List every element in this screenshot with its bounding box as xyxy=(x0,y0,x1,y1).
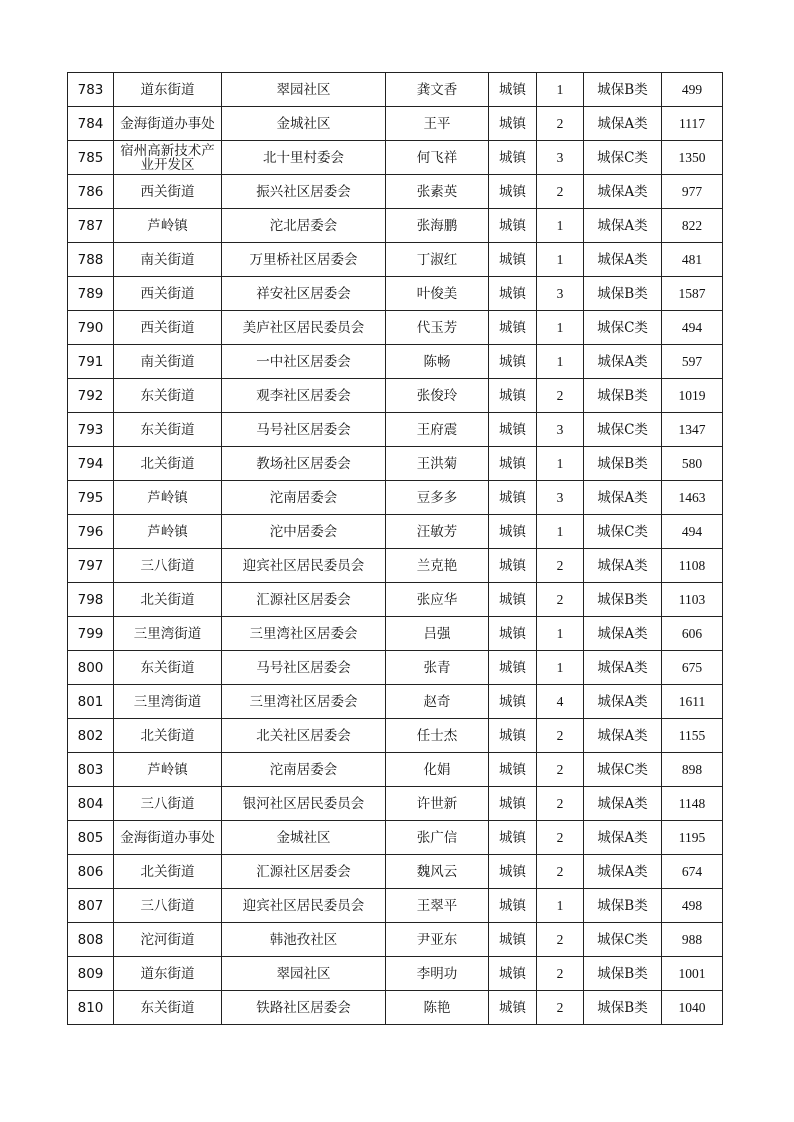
amount-cell: 606 xyxy=(662,617,723,651)
amount-cell: 1148 xyxy=(662,787,723,821)
street-cell xyxy=(114,481,222,515)
amount-cell: 580 xyxy=(662,447,723,481)
person-name-cell: 张素英 xyxy=(386,175,489,209)
table-body xyxy=(68,73,723,1025)
row-number: 796 xyxy=(68,515,114,549)
person-name-cell: 丁淑红 xyxy=(386,243,489,277)
amount-cell: 481 xyxy=(662,243,723,277)
person-name-cell: 何飞祥 xyxy=(386,141,489,175)
household-count-cell: 2 xyxy=(537,991,584,1025)
table-row xyxy=(68,243,723,277)
community-cell: 北十里村委会 xyxy=(222,141,386,175)
street-text: 西关街道 xyxy=(140,319,195,336)
category-cell: 城保A类 xyxy=(584,481,662,515)
amount-cell: 1019 xyxy=(662,379,723,413)
person-name-cell: 化娟 xyxy=(386,753,489,787)
street-cell xyxy=(114,311,222,345)
street-cell xyxy=(114,515,222,549)
household-count-cell: 2 xyxy=(537,957,584,991)
household-count-cell: 1 xyxy=(537,345,584,379)
street-cell xyxy=(114,209,222,243)
category-cell: 城保B类 xyxy=(584,73,662,107)
community-cell: 沱北居委会 xyxy=(222,209,386,243)
community-cell: 振兴社区居委会 xyxy=(222,175,386,209)
street-text: 芦岭镇 xyxy=(147,217,188,234)
person-name-cell: 张青 xyxy=(386,651,489,685)
table-row xyxy=(68,447,723,481)
street-cell xyxy=(114,243,222,277)
household-count-cell: 3 xyxy=(537,413,584,447)
street-cell xyxy=(114,753,222,787)
street-cell xyxy=(114,413,222,447)
community-cell: 汇源社区居委会 xyxy=(222,855,386,889)
amount-cell: 977 xyxy=(662,175,723,209)
row-number: 795 xyxy=(68,481,114,515)
category-cell: 城保A类 xyxy=(584,787,662,821)
person-name-cell: 吕强 xyxy=(386,617,489,651)
street-cell xyxy=(114,73,222,107)
row-number: 793 xyxy=(68,413,114,447)
person-name-cell: 王府震 xyxy=(386,413,489,447)
community-cell: 翠园社区 xyxy=(222,957,386,991)
street-text: 金海街道办事处 xyxy=(120,829,215,846)
table-row xyxy=(68,923,723,957)
amount-cell: 675 xyxy=(662,651,723,685)
household-count-cell: 1 xyxy=(537,617,584,651)
amount-cell: 822 xyxy=(662,209,723,243)
household-count-cell: 2 xyxy=(537,719,584,753)
street-text: 宿州高新技术产业开发区 xyxy=(120,142,215,173)
community-cell: 翠园社区 xyxy=(222,73,386,107)
row-number: 805 xyxy=(68,821,114,855)
amount-cell: 494 xyxy=(662,311,723,345)
person-name-cell: 兰克艳 xyxy=(386,549,489,583)
community-cell: 沱中居委会 xyxy=(222,515,386,549)
area-type-cell: 城镇 xyxy=(489,753,537,787)
row-number: 789 xyxy=(68,277,114,311)
household-count-cell: 2 xyxy=(537,923,584,957)
person-name-cell: 张海鹏 xyxy=(386,209,489,243)
street-cell xyxy=(114,787,222,821)
category-cell: 城保A类 xyxy=(584,855,662,889)
household-count-cell: 1 xyxy=(537,73,584,107)
table-row xyxy=(68,481,723,515)
area-type-cell: 城镇 xyxy=(489,889,537,923)
area-type-cell: 城镇 xyxy=(489,311,537,345)
street-cell xyxy=(114,447,222,481)
street-text: 北关街道 xyxy=(140,727,195,744)
amount-cell: 1155 xyxy=(662,719,723,753)
street-text: 东关街道 xyxy=(140,421,195,438)
street-text: 三里湾街道 xyxy=(133,693,202,710)
amount-cell: 499 xyxy=(662,73,723,107)
person-name-cell: 赵奇 xyxy=(386,685,489,719)
amount-cell: 494 xyxy=(662,515,723,549)
community-cell: 北关社区居委会 xyxy=(222,719,386,753)
street-cell xyxy=(114,175,222,209)
row-number: 791 xyxy=(68,345,114,379)
row-number: 808 xyxy=(68,923,114,957)
person-name-cell: 豆多多 xyxy=(386,481,489,515)
category-cell: 城保B类 xyxy=(584,889,662,923)
category-cell: 城保C类 xyxy=(584,311,662,345)
person-name-cell: 王翠平 xyxy=(386,889,489,923)
amount-cell: 1347 xyxy=(662,413,723,447)
household-count-cell: 1 xyxy=(537,447,584,481)
row-number: 786 xyxy=(68,175,114,209)
category-cell: 城保C类 xyxy=(584,413,662,447)
community-cell: 万里桥社区居委会 xyxy=(222,243,386,277)
category-cell: 城保A类 xyxy=(584,617,662,651)
household-count-cell: 2 xyxy=(537,175,584,209)
amount-cell: 674 xyxy=(662,855,723,889)
category-cell: 城保B类 xyxy=(584,277,662,311)
category-cell: 城保A类 xyxy=(584,175,662,209)
row-number: 807 xyxy=(68,889,114,923)
area-type-cell: 城镇 xyxy=(489,685,537,719)
table-row xyxy=(68,583,723,617)
category-cell: 城保A类 xyxy=(584,243,662,277)
community-cell: 金城社区 xyxy=(222,107,386,141)
street-cell xyxy=(114,889,222,923)
area-type-cell: 城镇 xyxy=(489,277,537,311)
area-type-cell: 城镇 xyxy=(489,413,537,447)
table-row xyxy=(68,209,723,243)
person-name-cell: 代玉芳 xyxy=(386,311,489,345)
street-cell xyxy=(114,923,222,957)
community-cell: 马号社区居委会 xyxy=(222,413,386,447)
area-type-cell: 城镇 xyxy=(489,583,537,617)
amount-cell: 898 xyxy=(662,753,723,787)
category-cell: 城保C类 xyxy=(584,753,662,787)
area-type-cell: 城镇 xyxy=(489,447,537,481)
street-text: 东关街道 xyxy=(140,387,195,404)
community-cell: 银河社区居民委员会 xyxy=(222,787,386,821)
area-type-cell: 城镇 xyxy=(489,141,537,175)
community-cell: 马号社区居委会 xyxy=(222,651,386,685)
category-cell: 城保A类 xyxy=(584,209,662,243)
street-text: 三八街道 xyxy=(140,795,195,812)
category-cell: 城保A类 xyxy=(584,685,662,719)
area-type-cell: 城镇 xyxy=(489,549,537,583)
street-cell xyxy=(114,719,222,753)
street-text: 西关街道 xyxy=(140,183,195,200)
area-type-cell: 城镇 xyxy=(489,243,537,277)
row-number: 803 xyxy=(68,753,114,787)
person-name-cell: 魏风云 xyxy=(386,855,489,889)
community-cell: 三里湾社区居委会 xyxy=(222,617,386,651)
table-row xyxy=(68,753,723,787)
amount-cell: 1463 xyxy=(662,481,723,515)
person-name-cell: 张广信 xyxy=(386,821,489,855)
area-type-cell: 城镇 xyxy=(489,719,537,753)
area-type-cell: 城镇 xyxy=(489,617,537,651)
street-cell xyxy=(114,991,222,1025)
category-cell: 城保A类 xyxy=(584,549,662,583)
household-count-cell: 2 xyxy=(537,855,584,889)
community-cell: 观李社区居委会 xyxy=(222,379,386,413)
amount-cell: 1001 xyxy=(662,957,723,991)
street-text: 金海街道办事处 xyxy=(120,115,215,132)
category-cell: 城保A类 xyxy=(584,821,662,855)
area-type-cell: 城镇 xyxy=(489,923,537,957)
row-number: 809 xyxy=(68,957,114,991)
household-count-cell: 2 xyxy=(537,107,584,141)
table-row xyxy=(68,855,723,889)
category-cell: 城保B类 xyxy=(584,379,662,413)
street-cell xyxy=(114,107,222,141)
household-count-cell: 2 xyxy=(537,583,584,617)
household-count-cell: 1 xyxy=(537,889,584,923)
table-row xyxy=(68,651,723,685)
row-number: 801 xyxy=(68,685,114,719)
table-row xyxy=(68,277,723,311)
row-number: 800 xyxy=(68,651,114,685)
household-count-cell: 1 xyxy=(537,209,584,243)
table-row xyxy=(68,311,723,345)
category-cell: 城保A类 xyxy=(584,107,662,141)
street-text: 道东街道 xyxy=(140,81,195,98)
person-name-cell: 汪敏芳 xyxy=(386,515,489,549)
row-number: 784 xyxy=(68,107,114,141)
amount-cell: 1040 xyxy=(662,991,723,1025)
household-count-cell: 2 xyxy=(537,549,584,583)
row-number: 787 xyxy=(68,209,114,243)
street-cell xyxy=(114,617,222,651)
area-type-cell: 城镇 xyxy=(489,107,537,141)
street-text: 芦岭镇 xyxy=(147,761,188,778)
community-cell: 迎宾社区居民委员会 xyxy=(222,889,386,923)
row-number: 802 xyxy=(68,719,114,753)
category-cell: 城保C类 xyxy=(584,515,662,549)
amount-cell: 498 xyxy=(662,889,723,923)
row-number: 806 xyxy=(68,855,114,889)
street-cell xyxy=(114,141,222,175)
person-name-cell: 陈艳 xyxy=(386,991,489,1025)
street-text: 北关街道 xyxy=(140,591,195,608)
category-cell: 城保B类 xyxy=(584,447,662,481)
street-text: 芦岭镇 xyxy=(147,523,188,540)
amount-cell: 1350 xyxy=(662,141,723,175)
community-cell: 韩池孜社区 xyxy=(222,923,386,957)
community-cell: 汇源社区居委会 xyxy=(222,583,386,617)
street-cell xyxy=(114,345,222,379)
row-number: 794 xyxy=(68,447,114,481)
row-number: 785 xyxy=(68,141,114,175)
amount-cell: 1587 xyxy=(662,277,723,311)
table-row xyxy=(68,515,723,549)
area-type-cell: 城镇 xyxy=(489,175,537,209)
household-count-cell: 2 xyxy=(537,821,584,855)
table-row xyxy=(68,957,723,991)
household-count-cell: 2 xyxy=(537,753,584,787)
household-count-cell: 1 xyxy=(537,243,584,277)
row-number: 810 xyxy=(68,991,114,1025)
street-text: 东关街道 xyxy=(140,999,195,1016)
table-row xyxy=(68,413,723,447)
table-row xyxy=(68,889,723,923)
table-row xyxy=(68,73,723,107)
street-cell xyxy=(114,957,222,991)
household-count-cell: 1 xyxy=(537,515,584,549)
person-name-cell: 陈畅 xyxy=(386,345,489,379)
street-cell xyxy=(114,379,222,413)
table-row xyxy=(68,617,723,651)
household-count-cell: 1 xyxy=(537,311,584,345)
row-number: 804 xyxy=(68,787,114,821)
community-cell: 祥安社区居委会 xyxy=(222,277,386,311)
street-text: 三八街道 xyxy=(140,557,195,574)
community-cell: 美庐社区居民委员会 xyxy=(222,311,386,345)
street-cell xyxy=(114,821,222,855)
table-row xyxy=(68,685,723,719)
area-type-cell: 城镇 xyxy=(489,209,537,243)
row-number: 783 xyxy=(68,73,114,107)
street-text: 西关街道 xyxy=(140,285,195,302)
street-text: 南关街道 xyxy=(140,353,195,370)
household-count-cell: 2 xyxy=(537,379,584,413)
area-type-cell: 城镇 xyxy=(489,73,537,107)
area-type-cell: 城镇 xyxy=(489,855,537,889)
category-cell: 城保B类 xyxy=(584,991,662,1025)
area-type-cell: 城镇 xyxy=(489,651,537,685)
street-cell xyxy=(114,549,222,583)
person-name-cell: 张俊玲 xyxy=(386,379,489,413)
street-text: 沱河街道 xyxy=(140,931,195,948)
table-row xyxy=(68,107,723,141)
table-row xyxy=(68,175,723,209)
amount-cell: 988 xyxy=(662,923,723,957)
category-cell: 城保A类 xyxy=(584,719,662,753)
area-type-cell: 城镇 xyxy=(489,515,537,549)
table-row xyxy=(68,379,723,413)
area-type-cell: 城镇 xyxy=(489,991,537,1025)
community-cell: 教场社区居委会 xyxy=(222,447,386,481)
person-name-cell: 王洪菊 xyxy=(386,447,489,481)
category-cell: 城保B类 xyxy=(584,583,662,617)
table-row xyxy=(68,141,723,175)
street-cell xyxy=(114,855,222,889)
person-name-cell: 龚文香 xyxy=(386,73,489,107)
category-cell: 城保B类 xyxy=(584,957,662,991)
household-count-cell: 4 xyxy=(537,685,584,719)
table-row xyxy=(68,787,723,821)
street-text: 道东街道 xyxy=(140,965,195,982)
community-cell: 三里湾社区居委会 xyxy=(222,685,386,719)
street-text: 北关街道 xyxy=(140,455,195,472)
category-cell: 城保C类 xyxy=(584,923,662,957)
community-cell: 沱南居委会 xyxy=(222,481,386,515)
person-name-cell: 任士杰 xyxy=(386,719,489,753)
row-number: 790 xyxy=(68,311,114,345)
area-type-cell: 城镇 xyxy=(489,787,537,821)
amount-cell: 1117 xyxy=(662,107,723,141)
household-count-cell: 3 xyxy=(537,141,584,175)
household-count-cell: 2 xyxy=(537,787,584,821)
category-cell: 城保C类 xyxy=(584,141,662,175)
street-text: 南关街道 xyxy=(140,251,195,268)
table-row xyxy=(68,991,723,1025)
assistance-table xyxy=(67,72,723,1025)
amount-cell: 1611 xyxy=(662,685,723,719)
street-text: 三八街道 xyxy=(140,897,195,914)
household-count-cell: 3 xyxy=(537,277,584,311)
area-type-cell: 城镇 xyxy=(489,821,537,855)
area-type-cell: 城镇 xyxy=(489,345,537,379)
community-cell: 沱南居委会 xyxy=(222,753,386,787)
row-number: 788 xyxy=(68,243,114,277)
area-type-cell: 城镇 xyxy=(489,481,537,515)
row-number: 797 xyxy=(68,549,114,583)
household-count-cell: 1 xyxy=(537,651,584,685)
person-name-cell: 张应华 xyxy=(386,583,489,617)
person-name-cell: 许世新 xyxy=(386,787,489,821)
table-row xyxy=(68,719,723,753)
category-cell: 城保A类 xyxy=(584,345,662,379)
row-number: 792 xyxy=(68,379,114,413)
community-cell: 迎宾社区居民委员会 xyxy=(222,549,386,583)
street-text: 芦岭镇 xyxy=(147,489,188,506)
household-count-cell: 3 xyxy=(537,481,584,515)
area-type-cell: 城镇 xyxy=(489,379,537,413)
amount-cell: 1195 xyxy=(662,821,723,855)
table-row xyxy=(68,345,723,379)
person-name-cell: 李明功 xyxy=(386,957,489,991)
amount-cell: 1108 xyxy=(662,549,723,583)
street-text: 东关街道 xyxy=(140,659,195,676)
street-cell xyxy=(114,651,222,685)
person-name-cell: 王平 xyxy=(386,107,489,141)
area-type-cell: 城镇 xyxy=(489,957,537,991)
community-cell: 金城社区 xyxy=(222,821,386,855)
community-cell: 一中社区居委会 xyxy=(222,345,386,379)
street-text: 三里湾街道 xyxy=(133,625,202,642)
table-row xyxy=(68,549,723,583)
table-row xyxy=(68,821,723,855)
amount-cell: 597 xyxy=(662,345,723,379)
category-cell: 城保A类 xyxy=(584,651,662,685)
row-number: 798 xyxy=(68,583,114,617)
row-number: 799 xyxy=(68,617,114,651)
amount-cell: 1103 xyxy=(662,583,723,617)
person-name-cell: 尹亚东 xyxy=(386,923,489,957)
community-cell: 铁路社区居委会 xyxy=(222,991,386,1025)
street-cell xyxy=(114,685,222,719)
street-cell xyxy=(114,277,222,311)
person-name-cell: 叶俊美 xyxy=(386,277,489,311)
street-text: 北关街道 xyxy=(140,863,195,880)
street-cell xyxy=(114,583,222,617)
